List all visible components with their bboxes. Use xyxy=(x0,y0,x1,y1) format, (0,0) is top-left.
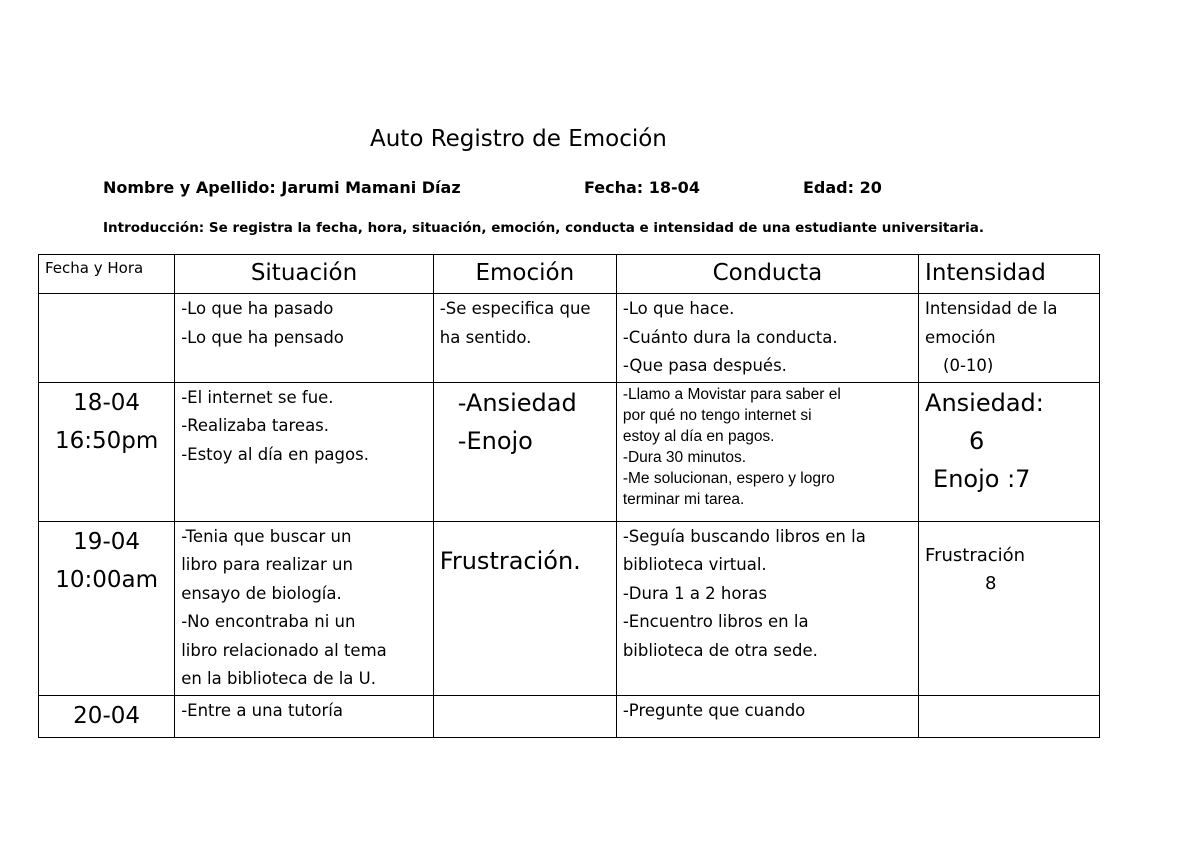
row1-conducta-line: terminar mi tarea. xyxy=(622,490,745,508)
header-situacion: Situación xyxy=(175,255,434,294)
guide-intensidad-line: Intensidad de la xyxy=(925,299,1058,318)
guide-intensidad-line: (0-10) xyxy=(943,356,994,375)
row2-situacion-line: libro relacionado al tema xyxy=(181,640,387,660)
guide-situacion-line: -Lo que ha pasado xyxy=(181,299,334,318)
guide-conducta-cell xyxy=(616,294,918,383)
row1-fecha-line: 18-04 xyxy=(73,389,141,416)
row2-fecha-line: 10:00am xyxy=(55,566,158,593)
row2-intensidad-cell xyxy=(919,521,1100,695)
row2-fecha-line: 19-04 xyxy=(73,528,141,555)
page-title: Auto Registro de Emoción xyxy=(370,126,667,152)
row1-emocion-cell xyxy=(433,382,616,521)
row1-conducta-line: -Dura 30 minutos. xyxy=(622,448,747,466)
row1-emocion-line: -Enojo xyxy=(457,426,533,455)
row2-fecha-cell xyxy=(39,521,175,695)
table-row xyxy=(39,521,1100,695)
row1-intensidad-line: Ansiedad: xyxy=(925,388,1044,417)
guide-situacion-line: -Lo que ha pensado xyxy=(181,327,344,347)
row3-fecha-cell xyxy=(39,695,175,737)
row3-conducta-line: -Pregunte que cuando xyxy=(622,700,806,720)
header-fecha-hora: Fecha y Hora xyxy=(39,255,175,294)
row1-conducta-line: -Llamo a Movistar para saber el xyxy=(622,385,841,403)
header-conducta: Conducta xyxy=(616,255,918,294)
row3-conducta-cell xyxy=(616,695,918,737)
row1-situacion-line: -El internet se fue. xyxy=(181,387,334,407)
row1-conducta-line: por qué no tengo internet si xyxy=(622,406,812,424)
row2-intensidad-line: 8 xyxy=(985,573,997,594)
row2-conducta-line: -Dura 1 a 2 horas xyxy=(622,583,767,603)
row1-fecha-cell xyxy=(39,382,175,521)
row2-conducta-cell xyxy=(616,521,918,695)
introduction-text: Introducción: Se registra la fecha, hora, situación, emoción, conducta e intensidad de una estudiante universitaria. xyxy=(103,220,984,236)
guide-emocion-line: -Se especifica que xyxy=(439,299,591,318)
guide-intensidad-line: emoción xyxy=(925,327,996,347)
guide-conducta-line: -Cuánto dura la conducta. xyxy=(622,327,838,347)
guide-emocion-cell xyxy=(433,294,616,383)
record-date: Fecha: 18-04 xyxy=(584,178,700,197)
row1-intensidad-cell xyxy=(919,382,1100,521)
row1-intensidad-line: 6 xyxy=(969,426,985,455)
table-row-guide xyxy=(39,294,1100,383)
row2-conducta-line: biblioteca de otra sede. xyxy=(622,640,818,660)
row1-situacion-line: -Realizaba tareas. xyxy=(181,416,330,435)
student-age: Edad: 20 xyxy=(803,178,882,197)
guide-conducta-line: -Lo que hace. xyxy=(622,299,735,318)
row1-situacion-cell xyxy=(175,382,434,521)
table-row xyxy=(39,695,1100,737)
table-row xyxy=(39,382,1100,521)
row3-situacion-cell xyxy=(175,695,434,737)
emotion-log-table xyxy=(38,254,1100,738)
header-emocion: Emoción xyxy=(433,255,616,294)
row2-intensidad-line: Frustración xyxy=(925,544,1026,566)
row2-situacion-line: ensayo de biología. xyxy=(181,583,342,603)
row3-fecha-line: 20-04 xyxy=(73,702,141,729)
row3-emocion-cell xyxy=(433,695,616,737)
row1-conducta-cell xyxy=(616,382,918,521)
student-name: Nombre y Apellido: Jarumi Mamani Díaz xyxy=(103,178,461,197)
row1-conducta-line: -Me solucionan, espero y logro xyxy=(622,469,835,487)
row1-situacion-line: -Estoy al día en pagos. xyxy=(181,444,369,464)
row2-emocion-cell xyxy=(433,521,616,695)
row2-conducta-line: biblioteca virtual. xyxy=(622,555,767,574)
row1-conducta-line: estoy al día en pagos. xyxy=(622,427,775,445)
row2-situacion-line: -No encontraba ni un xyxy=(181,612,356,631)
row1-fecha-line: 16:50pm xyxy=(54,427,159,454)
guide-situacion-cell xyxy=(175,294,434,383)
row1-emocion-line: -Ansiedad xyxy=(457,388,577,417)
guide-intensidad-cell xyxy=(919,294,1100,383)
row2-situacion-line: libro para realizar un xyxy=(181,555,353,574)
guide-fecha-cell xyxy=(39,294,175,383)
row1-intensidad-line: Enojo :7 xyxy=(933,464,1031,493)
table-header-row xyxy=(39,255,1100,294)
row2-conducta-line: -Encuentro libros en la xyxy=(622,612,809,631)
row2-situacion-line: en la biblioteca de la U. xyxy=(181,669,376,688)
row2-situacion-cell xyxy=(175,521,434,695)
row2-conducta-line: -Seguía buscando libros en la xyxy=(622,526,866,546)
row3-intensidad-cell xyxy=(919,695,1100,737)
row2-emocion-line: Frustración. xyxy=(439,546,581,575)
guide-conducta-line: -Que pasa después. xyxy=(622,356,787,375)
row2-situacion-line: -Tenia que buscar un xyxy=(181,526,352,546)
row3-situacion-line: -Entre a una tutoría xyxy=(181,700,343,720)
guide-emocion-line: ha sentido. xyxy=(439,327,532,347)
header-intensidad: Intensidad xyxy=(919,255,1100,294)
